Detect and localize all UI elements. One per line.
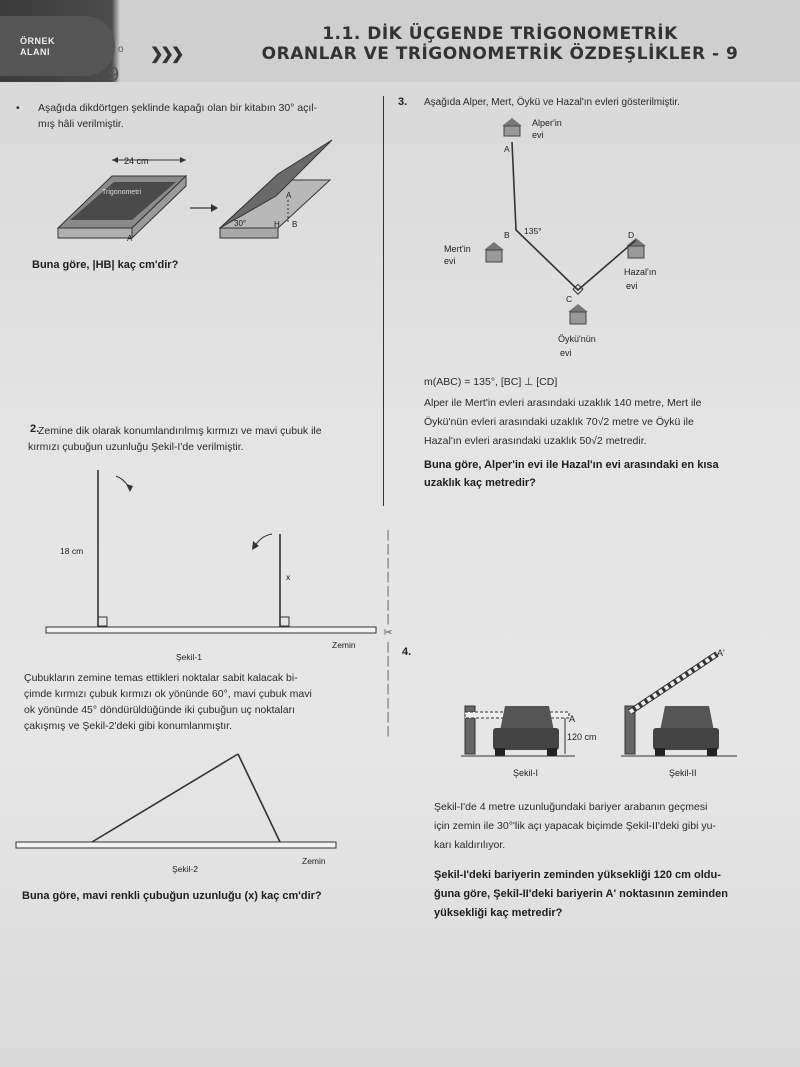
q4-question-line-1: Şekil-I'deki bariyerin zeminden yüksekliği 120 cm oldu- — [434, 869, 721, 881]
q3-number: 3. — [398, 96, 408, 108]
logo-small-text: o — [118, 44, 124, 55]
q2-text-line-2: kırmızı çubuğun uzunluğu Şekil-I'de verilmiştir. — [28, 441, 244, 453]
q2-x-label: x — [286, 572, 291, 582]
q3-question-line-2: uzaklık kaç metredir? — [424, 477, 536, 489]
q4-body-line-2: için zemin ile 30°'lik açı yapacak biçimde Şekil-II'deki gibi yu- — [434, 820, 716, 832]
q3-oyku-label-2: evi — [560, 348, 572, 358]
q3-hazal-label-2: evi — [626, 281, 638, 291]
q3-oyku-label-1: Öykü'nün — [558, 334, 596, 344]
q3-question-line-1: Buna göre, Alper'in evi ile Hazal'ın evi arasındaki en kısa — [424, 459, 719, 471]
q4-height-label: 120 cm — [567, 732, 597, 742]
q1-text-line-2: mış hâli verilmiştir. — [38, 118, 124, 130]
q3-alper-label-1: Alper'in — [532, 118, 562, 128]
q2-body-line-2: çimde kırmızı çubuk kırmızı ok yönünde 60°, mavi çubuk mavi — [24, 688, 312, 700]
q3-question — [424, 456, 784, 492]
q3-map-figure — [440, 112, 690, 368]
q2-body — [24, 670, 374, 734]
q1-dimension-arrow-left — [112, 157, 118, 163]
q3-mert-label-2: evi — [444, 256, 456, 266]
q4-number: 4. — [402, 646, 412, 658]
q3-body-line-2: Öykü'nün evleri arasındaki uzaklık 70√2 metre ve Öykü ile — [424, 416, 694, 428]
q1-point-B: B — [292, 220, 298, 229]
q1-closed-book-side — [58, 228, 132, 238]
q1-text-line-1: Aşağıda dikdörtgen şeklinde kapağı olan bir kitabın 30° açıl- — [38, 102, 318, 114]
q1-book-cover-text: Trigonometri — [102, 189, 142, 196]
q3-mert-label-1: Mert'in — [444, 244, 471, 254]
q2-height-label: 18 cm — [60, 546, 84, 556]
q3-given: m(ABC) = 135°, [BC] ⊥ [CD] — [424, 376, 558, 388]
q3-point-C: C — [566, 294, 573, 304]
q3-body-line-1: Alper ile Mert'in evleri arasındaki uzaklık 140 metre, Mert ile — [424, 397, 702, 409]
q1-dimension-arrow-right — [180, 157, 186, 163]
q1-bullet: • — [16, 102, 20, 114]
q3-alper-label-2: evi — [532, 130, 544, 140]
page-title — [240, 24, 760, 64]
q3-mert-house-icon — [484, 242, 504, 262]
q1-width-label: 24 cm — [124, 156, 149, 166]
q2-fig1-caption: Şekil-1 — [176, 652, 202, 662]
title-line-2: ORANLAR VE TRİGONOMETRİK ÖZDEŞLİKLER - 9 — [261, 44, 739, 64]
q1-book-figure — [50, 138, 350, 248]
q2-fig2-blue-rod — [238, 754, 280, 842]
q2-body-line-3: ok yönünde 45° döndürüldüğünde iki çubuğun uç noktaları — [24, 704, 295, 716]
q2-question: Buna göre, mavi renkli çubuğun uzunluğu (x) kaç cm'dir? — [22, 890, 322, 902]
q2-body-line-1: Çubukların zemine temas ettikleri noktalar sabit kalacak bi- — [24, 672, 298, 684]
q3-point-D: D — [628, 230, 635, 240]
q1-point-A2: A — [286, 191, 292, 200]
q2-fig2-ground — [16, 842, 336, 848]
q2-red-arrow-head-icon — [126, 484, 133, 492]
q2-fig2-caption: Şekil-2 — [172, 864, 198, 874]
q1-point-H: H — [274, 220, 280, 229]
q2-figure-2 — [10, 748, 350, 878]
q2-fig2-ground-label: Zemin — [302, 856, 326, 866]
q3-alper-house-icon — [502, 118, 522, 136]
page-number: 9 — [108, 64, 120, 86]
q4-body — [434, 798, 789, 855]
q3-intro: Aşağıda Alper, Mert, Öykü ve Hazal'ın evleri gösterilmiştir. — [424, 97, 680, 108]
q3-hazal-label-1: Hazal'ın — [624, 267, 657, 277]
q1-question: Buna göre, |HB| kaç cm'dir? — [32, 259, 179, 271]
q3-angle-label: 135° — [524, 226, 542, 236]
column-divider — [383, 96, 384, 506]
q1-point-A: A — [127, 234, 133, 243]
q1-angle-label: 30° — [234, 219, 247, 228]
q4-caption-1: Şekil-I — [513, 768, 539, 778]
q2-blue-right-angle — [280, 617, 289, 626]
chevron-arrows-icon: ❯❯❯ — [150, 46, 182, 63]
q4-body-line-1: Şekil-I'de 4 metre uzunluğundaki bariyer arabanın geçmesi — [434, 801, 708, 813]
q4-question — [434, 866, 794, 923]
q2-fig2-red-rod — [92, 754, 238, 842]
q2-fig1-ground — [46, 627, 376, 633]
q1-open-book-side — [220, 228, 278, 238]
q3-point-A: A — [504, 144, 510, 154]
q4-body-line-3: karı kaldırılıyor. — [434, 839, 506, 851]
q2-text — [28, 423, 373, 455]
q4-question-line-2: ğuna göre, Şekil-II'deki bariyerin A' noktasının zeminden — [434, 888, 728, 900]
q3-oyku-house-icon — [568, 304, 588, 324]
q2-body-line-4: çakışmış ve Şekil-2'deki gibi konumlanmıştır. — [24, 720, 232, 732]
q2-red-rotation-arrow-icon — [116, 476, 130, 490]
q2-text-line-1: Zemine dik olarak konumlandırılmış kırmızı ve mavi çubuk ile — [38, 425, 322, 437]
q4-barrier-figure — [455, 640, 755, 788]
logo-text: ÖRNEK ALANI — [20, 36, 56, 57]
title-line-1: 1.1. DİK ÜÇGENDE TRİGONOMETRİK — [322, 24, 678, 44]
q3-body-line-3: Hazal'ın evleri arasındaki uzaklık 50√2 metredir. — [424, 435, 647, 447]
cut-line-marks: | | | | | | | ✂ | | | | | | | — [383, 529, 393, 737]
q3-path-ABCD — [512, 142, 636, 290]
q2-figure-1 — [40, 462, 380, 662]
q4-point-A: A — [569, 714, 576, 724]
q4-caption-2: Şekil-II — [669, 768, 697, 778]
q4-question-line-3: yüksekliği kaç metredir? — [434, 907, 563, 919]
q4-point-A1: A' — [717, 648, 725, 658]
q3-point-B: B — [504, 230, 510, 240]
q2-red-right-angle — [98, 617, 107, 626]
q4-fig2-car-icon — [653, 706, 719, 756]
q3-body — [424, 394, 774, 451]
q2-fig1-ground-label: Zemin — [332, 640, 356, 650]
q2-number: 2. — [30, 423, 40, 435]
q1-arrow-head-icon — [211, 204, 218, 212]
q1-text — [38, 100, 368, 132]
